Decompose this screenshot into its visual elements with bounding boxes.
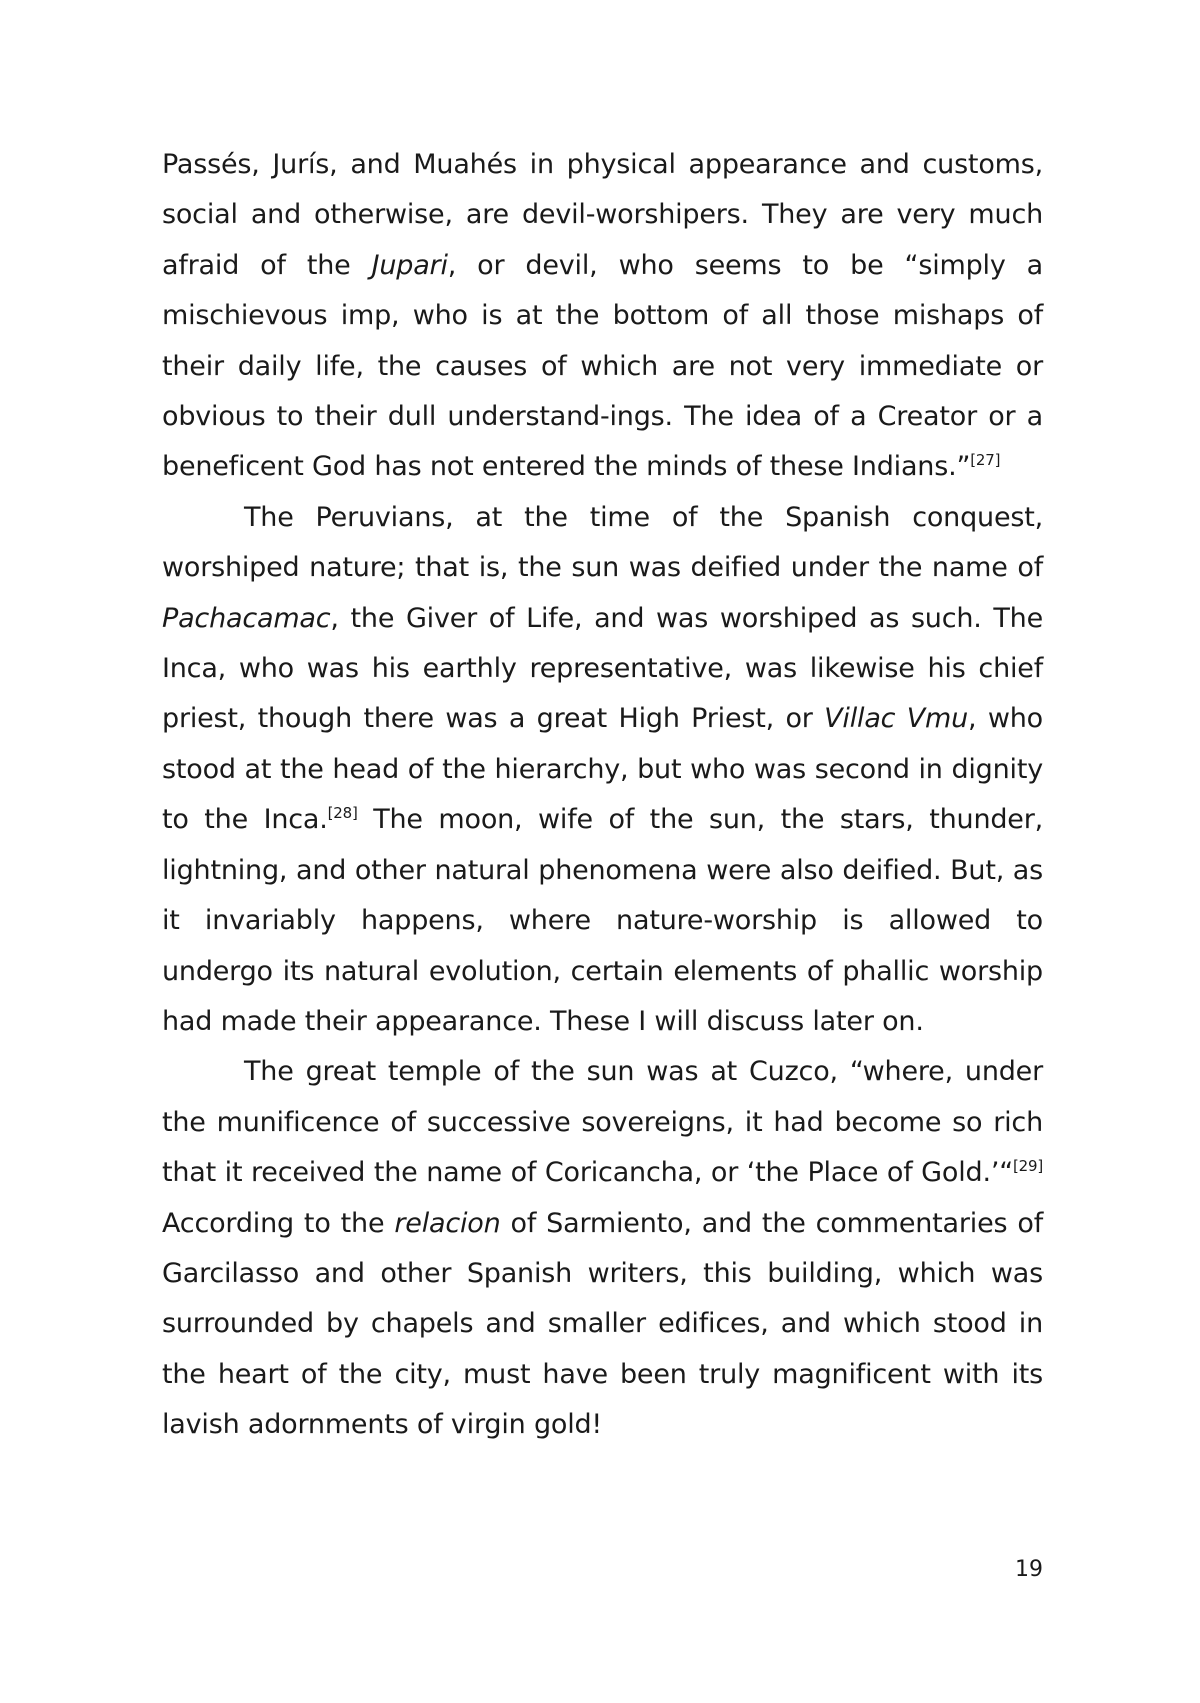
paragraph-1-italic-jupari: Jupari: [371, 249, 448, 281]
paragraph-1-text-2: , or devil, who seems to be “simply a mischievous imp, who is at the bottom of all those mishaps of their daily life, the causes of which are not very immediate or obvious to their dull understand-ings. The idea of a Creator or a beneficent God has not entered the minds of these Indians.”: [162, 249, 1043, 483]
paragraph-2-text-1: The Peruvians, at the time of the Spanish conquest, worshiped nature; that is, the sun was deified under the name of: [162, 501, 1043, 584]
page-body: [162, 140, 1043, 1451]
footnote-ref-27[interactable]: [27]: [970, 451, 1001, 470]
paragraph-3-italic-relacion: relacion: [394, 1207, 501, 1239]
paragraph-3-text-1: The great temple of the sun was at Cuzco, “where, under the munificence of successive sovereigns, it had become so rich that it received the name of Coricancha, or ‘the Place of Gold.’“: [162, 1056, 1043, 1189]
footnote-ref-29[interactable]: [29]: [1013, 1157, 1043, 1176]
paragraph-2-text-4: The moon, wife of the sun, the stars, thunder, lightning, and other natural phenomena were also deified. But, as it invariably happens, where nature-worship is allowed to undergo its natural evolution, certain elements of phallic worship had made their appearance. These I will discuss later on.: [162, 804, 1043, 1037]
paragraph-2-italic-villac-vmu: Villac Vmu: [824, 703, 969, 735]
paragraph-3-text-3: of Sarmiento, and the commentaries of Garcilasso and other Spanish writers, this building, which was surrounded by chapels and smaller edifices, and which stood in the heart of the city, must have been truly magnificent with its lavish adornments of virgin gold!: [162, 1207, 1043, 1441]
paragraph-2-text-2: , the Giver of Life, and was worshiped as such. The Inca, who was his earthly representative, was likewise his chief priest, though there was a great High Priest, or: [162, 602, 1043, 735]
paragraph-1-text-1: Passés, Jurís, and Muahés in physical appearance and customs, social and otherwise, are devil-worshipers. They are very much afraid of the: [162, 149, 1043, 281]
footnote-ref-28[interactable]: [28]: [327, 804, 358, 823]
paragraph-1: [162, 140, 1043, 493]
paragraph-3-text-2: According to the: [162, 1207, 395, 1239]
paragraph-2-text-3: , who stood at the head of the hierarchy, but who was second in dignity to the Inca.: [162, 703, 1043, 836]
paragraph-3: [162, 1047, 1043, 1450]
paragraph-2: [162, 493, 1043, 1047]
paragraph-2-italic-pachacamac: Pachacamac: [162, 602, 331, 634]
page-number: 19: [1015, 1557, 1043, 1582]
